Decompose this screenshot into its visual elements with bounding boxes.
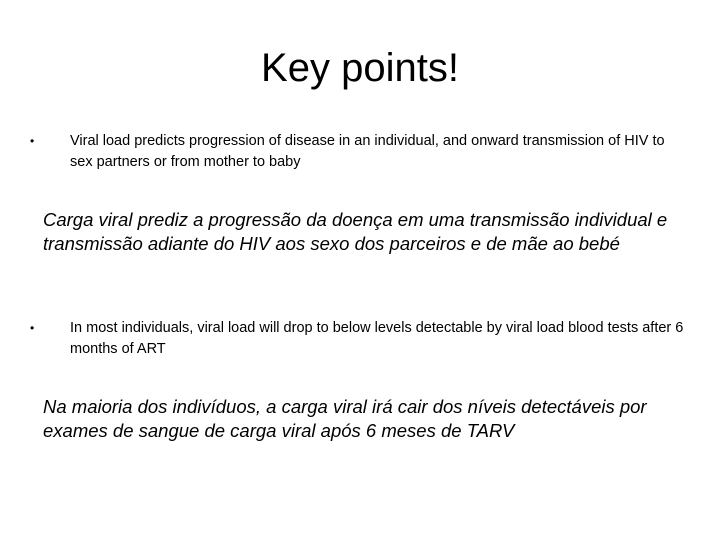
bullet-translation: Carga viral prediz a progressão da doença em uma transmissão individual e transmissão adiante do HIV aos sexo dos parceiros e de mãe ao bebé xyxy=(43,209,668,254)
bullet-item xyxy=(30,318,690,360)
bullet-marker: • xyxy=(30,134,35,148)
bullet-item xyxy=(30,131,690,173)
bullet-text: In most individuals, viral load will drop to below levels detectable by viral load blood tests after 6 months of ART xyxy=(70,320,684,357)
bullet-marker: • xyxy=(30,321,35,335)
slide-title: Key points! xyxy=(261,46,459,90)
bullet-text: Viral load predicts progression of disease in an individual, and onward transmission of HIV to sex partners or from mother to baby xyxy=(70,133,665,170)
bullet-translation: Na maioria dos indivíduos, a carga viral irá cair dos níveis detectáveis por exames de sangue de carga viral após 6 meses de TARV xyxy=(43,396,647,441)
